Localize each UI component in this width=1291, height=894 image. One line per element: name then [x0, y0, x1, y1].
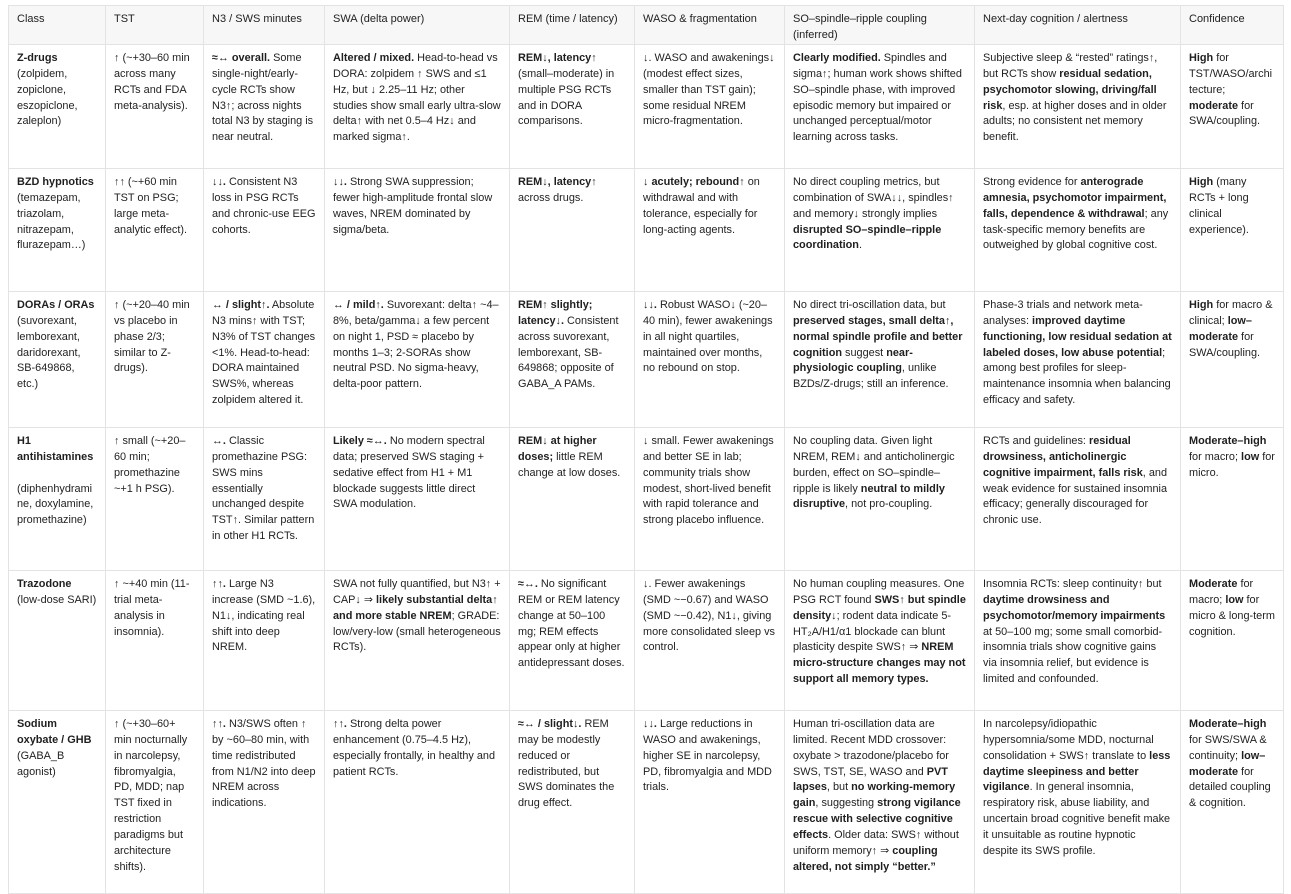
class-detail: (GABA_B agonist) [17, 749, 65, 778]
cell-text: for macro; [1189, 450, 1242, 463]
cell-text: No human coupling measures. One PSG RCT found [793, 577, 965, 606]
cell-tst [106, 44, 204, 168]
cell-text-bold: ↓↓. [643, 298, 657, 311]
cell-text-bold: REM↓ at higher doses; [518, 434, 597, 463]
cell-waso [635, 44, 785, 168]
cell-rem [510, 570, 635, 710]
cell-cognition [975, 168, 1181, 291]
cell-text-bold: improved daytime functioning, low residual sedation at labeled doses, low abuse potential [983, 314, 1172, 359]
cell-text: Consistent across suvorexant, lemborexant, SB-649868; opposite of GABA_A PAMs. [518, 314, 619, 391]
cell-text: Subjective sleep & “rested” ratings↑, but RCTs show [983, 51, 1158, 80]
cell-text: (many RCTs + long clinical experience). [1189, 175, 1249, 236]
cell-text: Human tri-oscillation data are limited. Recent MDD crossover: oxybate > trazodone/placebo for SWS, TST, SE, WASO and [793, 717, 949, 778]
header-waso: WASO & fragmentation [635, 6, 785, 45]
cell-text: Strong evidence for [983, 175, 1081, 188]
header-tst: TST [106, 6, 204, 45]
cell-n3-sws [204, 570, 325, 710]
class-name: Z-drugs [17, 51, 58, 64]
cell-text: Suvorexant: delta↑ ~4–8%, beta/gamma↓ a few percent on night 1, PSD ≈ placebo by months 1–3; 2-SORAs show neutral PSD. No sigma-heavy, delta-poor pattern. [333, 298, 499, 391]
cell-text: Spindles and sigma↑; human work shows shifted SO–spindle phase, with improved episodic memory but impaired or unchanged perceptual/motor learning across tasks. [793, 51, 962, 144]
cell-rem [510, 168, 635, 291]
cell-text: . [858, 239, 862, 252]
cell-text: for SWS/SWA & continuity; [1189, 733, 1267, 762]
cell-text: Large N3 increase (SMD ~1.6), N1↓, indicating real shift into deep NREM. [212, 577, 316, 654]
cell-text-bold: disrupted SO–spindle–ripple coordination [793, 223, 942, 252]
cell-rem [510, 427, 635, 570]
cell-text: ↓ small. Fewer awakenings and better SE in lab; community trials show modest, short-lived benefit with rapid tolerance and strong placebo influence. [643, 434, 774, 527]
cell-n3-sws [204, 44, 325, 168]
cell-text-bold: Moderate [1189, 577, 1238, 590]
cell-text: , not pro-coupling. [845, 498, 933, 511]
class-detail: (zolpidem, zopiclone, eszopiclone, zaleplon) [17, 67, 78, 128]
cell-text-bold: REM↑ slightly; latency↓. [518, 298, 593, 327]
table-row [9, 710, 1284, 893]
class-name: BZD hypnotics [17, 175, 94, 188]
cell-text: suggest [842, 346, 887, 359]
cell-text: Strong delta power enhancement (0.75–4.5 Hz), especially frontally, in healthy and patient RCTs. [333, 717, 496, 778]
cell-text: RCTs and guidelines: [983, 434, 1089, 447]
cell-text-bold: low–moderate [1189, 314, 1252, 343]
cell-text-bold: coupling altered, not simply “better.” [793, 845, 938, 873]
cell-text-bold: ≈↔. [518, 577, 538, 590]
cell-text: SWA not fully quantified, but N3↑ + CAP↓ ⇒ [333, 577, 501, 606]
cell-text-bold: Moderate–high [1189, 717, 1267, 730]
cell-text: , and weak evidence for sustained insomnia efficacy; generally discouraged for chronic use. [983, 466, 1168, 527]
cell-text-bold: low [1241, 450, 1260, 463]
cell-text-bold: ≈↔ / slight↓. [518, 717, 582, 730]
header-class: Class [9, 6, 106, 45]
table-body [9, 44, 1284, 893]
cell-tst [106, 710, 204, 893]
cell-text: ↑ (~+30–60 min across many RCTs and FDA meta-analysis). [114, 51, 190, 112]
comparison-table-container [8, 5, 1283, 894]
cell-waso [635, 710, 785, 893]
cell-text-bold: ↔ / slight↑. [212, 298, 270, 311]
cell-text-bold: Moderate–high [1189, 434, 1267, 447]
cell-text-bold: neutral to mildly disruptive [793, 482, 945, 511]
cell-text-bold: High [1189, 51, 1214, 64]
cell-text: ↑ (~+20–40 min vs placebo in phase 2/3; similar to Z-drugs). [114, 298, 190, 375]
cell-text: ↑↑ (~+60 min TST on PSG; large meta-analytic effect). [114, 175, 188, 236]
cell-rem [510, 710, 635, 893]
header-row [9, 6, 1284, 45]
cell-text-bold: preserved stages, small delta↑, normal spindle profile and better cognition [793, 314, 963, 359]
cell-confidence [1181, 44, 1284, 168]
header-n3-sws: N3 / SWS minutes [204, 6, 325, 45]
cell-text-bold: Clearly modified. [793, 51, 881, 64]
cell-text: for detailed coupling & cognition. [1189, 765, 1271, 810]
cell-text: for macro; [1189, 577, 1254, 606]
cell-text-bold: ↑↑. [333, 717, 347, 730]
cell-text: ↑ ~+40 min (11-trial meta-analysis in insomnia). [114, 577, 190, 638]
header-swa: SWA (delta power) [325, 6, 510, 45]
cell-n3-sws [204, 168, 325, 291]
cell-text-bold: REM↓, latency↑ [518, 51, 597, 64]
cell-text-bold: ↔ / mild↑. [333, 298, 384, 311]
cell-text: for micro. [1189, 450, 1275, 479]
class-name: H1 antihistamines [17, 434, 94, 463]
cell-text: across drugs. [518, 191, 584, 204]
cell-text: No direct coupling metrics, but combination of SWA↓↓, spindles↑ and memory↓ strongly implies [793, 175, 954, 220]
class-detail: (temazepam, triazolam, nitrazepam, flurazepam…) [17, 191, 86, 252]
cell-confidence [1181, 168, 1284, 291]
hypnotic-comparison-table [8, 5, 1284, 894]
cell-cognition [975, 44, 1181, 168]
cell-text-bold: ≈↔ overall. [212, 51, 271, 64]
cell-text: ↑ (~+30–60+ min nocturnally in narcolepsy, fibromyalgia, PD, MDD; nap TST fixed in restriction paradigms but architecture shifts). [114, 717, 188, 873]
cell-text-bold: High [1189, 175, 1214, 188]
cell-text: No significant REM or REM latency change at 50–100 mg; REM effects appear only at higher antidepressant doses. [518, 577, 625, 670]
cell-text: , unlike BZDs/Z-drugs; still an inference. [793, 362, 949, 391]
header-rem: REM (time / latency) [510, 6, 635, 45]
cell-n3-sws [204, 710, 325, 893]
cell-text: Absolute N3 mins↑ with TST; N3% of TST changes <1%. Head-to-head: DORA maintained SWS%, whereas zolpidem altered it. [212, 298, 316, 407]
cell-text: No direct tri-oscillation data, but [793, 298, 946, 311]
cell-tst [106, 427, 204, 570]
cell-class [9, 291, 106, 427]
cell-swa [325, 44, 510, 168]
cell-text: No modern spectral data; preserved SWS staging + sedative effect from H1 + M1 blockade suggests little direct SWA modulation. [333, 434, 485, 511]
cell-text: Consistent N3 loss in PSG RCTs and chronic-use EEG cohorts. [212, 175, 316, 236]
cell-text-bold: SWS↑ but spindle density↓ [793, 593, 966, 622]
cell-text-bold: less daytime sleepiness and better vigilance [983, 749, 1171, 794]
cell-n3-sws [204, 291, 325, 427]
cell-text-bold: residual drowsiness, anticholinergic cognitive impairment, falls risk [983, 434, 1143, 479]
cell-text-bold: ↔. [212, 434, 226, 447]
cell-coupling [785, 168, 975, 291]
cell-text: ↓. WASO and awakenings↓ (modest effect sizes, smaller than TST gain); some residual NREM micro-fragmentation. [643, 51, 775, 128]
cell-text: ; among best profiles for sleep-maintenance insomnia when balancing efficacy and safety. [983, 346, 1171, 407]
cell-text: ↓. Fewer awakenings (SMD ~−0.67) and WASO (SMD ~−0.42), N1↓, giving more consolidated sleep vs control. [643, 577, 775, 654]
cell-tst [106, 168, 204, 291]
cell-class [9, 570, 106, 710]
cell-cognition [975, 427, 1181, 570]
cell-text-bold: moderate [1189, 99, 1239, 112]
class-detail: (suvorexant, lemborexant, daridorexant, SB-649868, etc.) [17, 314, 81, 391]
cell-text: . In general insomnia, respiratory risk, abuse liability, and uncertain broad cognitive benefit make it unsuitable as routine hypnotic despite its SWS profile. [983, 781, 1171, 858]
table-row [9, 427, 1284, 570]
cell-coupling [785, 44, 975, 168]
cell-text: ; rodent data indicate 5-HT₂A/H1/α1 blockade can blunt plasticity despite SWS↑ ⇒ [793, 609, 952, 654]
cell-text-bold: anterograde amnesia, psychomotor impairment, falls, dependence & withdrawal [983, 175, 1167, 220]
cell-swa [325, 570, 510, 710]
class-detail: (diphenhydramine, doxylamine, promethazine) [17, 482, 94, 527]
cell-text-bold: near-physiologic coupling [793, 346, 913, 375]
cell-confidence [1181, 291, 1284, 427]
cell-text: Classic promethazine PSG: SWS mins essentially unchanged despite TST↑. Similar pattern in other H1 RCTs. [212, 434, 315, 543]
cell-text: , suggesting [815, 797, 878, 810]
cell-text: REM may be modestly reduced or redistributed, but SWS dominates the drug effect. [518, 717, 615, 810]
cell-n3-sws [204, 427, 325, 570]
cell-text: . Older data: SWS↑ without uniform memory↑ ⇒ [793, 829, 959, 858]
cell-text: Large reductions in WASO and awakenings, higher SE in narcolepsy, PD, fibromyalgia and MDD trials. [643, 717, 772, 794]
cell-text-bold: High [1189, 298, 1214, 311]
cell-confidence [1181, 710, 1284, 893]
cell-confidence [1181, 570, 1284, 710]
cell-text-bold: Likely ≈↔. [333, 434, 387, 447]
cell-text-bold: ↓↓. [643, 717, 657, 730]
cell-text-bold: Altered / mixed. [333, 51, 415, 64]
cell-text: Phase-3 trials and network meta-analyses: [983, 298, 1143, 327]
class-name: Sodium oxybate / GHB [17, 717, 92, 746]
cell-text: In narcolepsy/idiopathic hypersomnia/some MDD, nocturnal consolidation + SWS↑ translate to [983, 717, 1154, 762]
cell-swa [325, 168, 510, 291]
cell-class [9, 427, 106, 570]
cell-text-bold: PVT lapses [793, 765, 948, 794]
cell-text-bold: daytime drowsiness and psychomotor/memory impairments [983, 593, 1166, 622]
cell-text: at 50–100 mg; some small comorbid-insomnia trials show cognitive gains via insomnia relief, but evidence is limited and confounded. [983, 625, 1163, 686]
cell-swa [325, 291, 510, 427]
cell-text: for SWA/coupling. [1189, 330, 1261, 359]
cell-text: , but [826, 781, 852, 794]
cell-text-bold: NREM micro-structure changes may not support all memory types. [793, 641, 966, 686]
table-row [9, 570, 1284, 710]
cell-text: Some single-night/early-cycle RCTs show N3↑; across nights total N3 by staging is near neutral. [212, 51, 314, 144]
cell-waso [635, 168, 785, 291]
cell-text: (small–moderate) in multiple PSG RCTs and in DORA comparisons. [518, 67, 615, 128]
cell-text: for TST/WASO/architecture; [1189, 51, 1273, 96]
cell-swa [325, 427, 510, 570]
class-name: Trazodone [17, 577, 72, 590]
cell-text: ; GRADE: low/very-low (small heterogeneous RCTs). [333, 609, 501, 654]
cell-text-bold: low–moderate [1189, 749, 1266, 778]
cell-text-bold: ↓ acutely; rebound↑ [643, 175, 745, 188]
cell-text-bold: REM↓, latency↑ [518, 175, 597, 188]
cell-tst [106, 570, 204, 710]
cell-text-bold: likely substantial delta↑ and more stable NREM [333, 593, 498, 622]
table-row [9, 44, 1284, 168]
cell-text-bold: strong vigilance rescue with selective cognitive effects [793, 797, 961, 842]
cell-coupling [785, 710, 975, 893]
cell-coupling [785, 291, 975, 427]
class-detail: (low-dose SARI) [17, 593, 97, 606]
cell-text-bold: residual sedation, psychomotor slowing, driving/fall risk [983, 67, 1157, 112]
cell-class [9, 710, 106, 893]
cell-text: ; any task-specific memory benefits are outweighed by global cognitive cost. [983, 207, 1169, 252]
cell-coupling [785, 570, 975, 710]
cell-cognition [975, 291, 1181, 427]
cell-text: for SWA/coupling. [1189, 99, 1261, 128]
cell-text-bold: ↑↑. [212, 577, 226, 590]
cell-text: Robust WASO↓ (~20–40 min), fewer awakenings in all night quartiles, maintained over months, no rebound on stop. [643, 298, 773, 375]
cell-waso [635, 291, 785, 427]
cell-text: Head-to-head vs DORA: zolpidem ↑ SWS and ≤1 Hz, but ↓ 2.25–11 Hz; other studies show small early ultra-slow delta↑ with net 0.5–4 Hz↓ and marked sigma↑. [333, 51, 501, 144]
cell-text: on withdrawal and with tolerance, especially for long-acting agents. [643, 175, 760, 236]
header-coupling: SO–spindle–ripple coupling (inferred) [785, 6, 975, 45]
cell-swa [325, 710, 510, 893]
cell-text: Insomnia RCTs: sleep continuity↑ but [983, 577, 1162, 590]
cell-text: Strong SWA suppression; fewer high-amplitude frontal slow waves, NREM dominated by sigma/beta. [333, 175, 493, 236]
cell-class [9, 44, 106, 168]
cell-text: little REM change at low doses. [518, 450, 621, 479]
cell-text-bold: no working-memory gain [793, 781, 956, 810]
cell-rem [510, 44, 635, 168]
cell-class [9, 168, 106, 291]
class-name: DORAs / ORAs [17, 298, 95, 311]
cell-confidence [1181, 427, 1284, 570]
cell-text: N3/SWS often ↑ by ~60–80 min, with time redistributed from N1/N2 into deep NREM across indications. [212, 717, 316, 810]
cell-waso [635, 570, 785, 710]
cell-text-bold: ↑↑. [212, 717, 226, 730]
header-cognition: Next-day cognition / alertness [975, 6, 1181, 45]
cell-cognition [975, 710, 1181, 893]
cell-cognition [975, 570, 1181, 710]
cell-text-bold: ↓↓. [333, 175, 347, 188]
cell-text: ↑ small (~+20–60 min; promethazine ~+1 h PSG). [114, 434, 186, 495]
cell-waso [635, 427, 785, 570]
cell-coupling [785, 427, 975, 570]
table-row [9, 168, 1284, 291]
cell-text-bold: ↓↓. [212, 175, 226, 188]
cell-text: for macro & clinical; [1189, 298, 1273, 327]
cell-text: for micro & long-term cognition. [1189, 593, 1275, 638]
cell-text-bold: low [1225, 593, 1244, 606]
table-row [9, 291, 1284, 427]
cell-text: No coupling data. Given light NREM, REM↓ and anticholinergic burden, effect on SO–spindle–ripple is likely [793, 434, 955, 495]
cell-text: , esp. at higher doses and in older adults; no consistent net memory benefit. [983, 99, 1167, 144]
cell-rem [510, 291, 635, 427]
cell-tst [106, 291, 204, 427]
header-confidence: Confidence [1181, 6, 1284, 45]
